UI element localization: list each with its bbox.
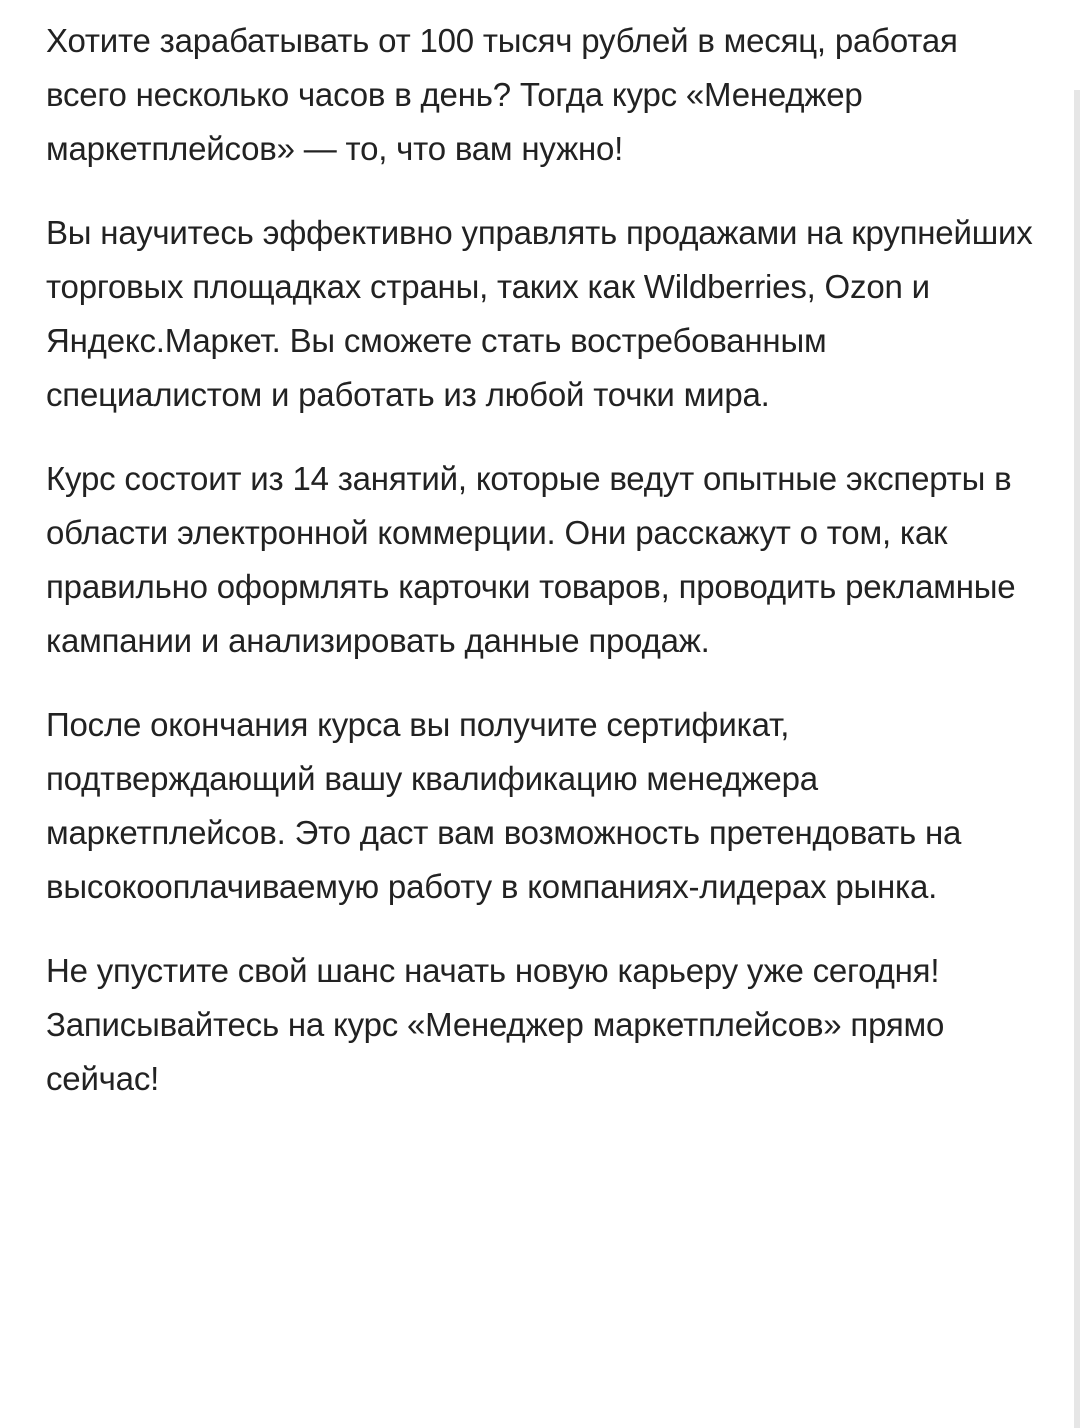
scrollbar[interactable]: [1074, 90, 1080, 1428]
paragraph-intro: Хотите зарабатывать от 100 тысяч рублей в месяц, работая всего несколько часов в день? Тогда курс «Менеджер маркетплейсов» — то, что вам нужно!: [46, 22, 958, 167]
paragraph-certificate: После окончания курса вы получите сертификат, подтверждающий вашу квалификацию менеджера маркетплейсов. Это даст вам возможность претендовать на высокооплачиваемую работу в компаниях-лидерах рынка.: [46, 706, 962, 905]
article-body: [46, 14, 1046, 1106]
paragraph-call-to-action: Не упустите свой шанс начать новую карьеру уже сегодня! Записывайтесь на курс «Менеджер маркетплейсов» прямо сейчас!: [46, 952, 945, 1097]
paragraph-course-structure: Курс состоит из 14 занятий, которые ведут опытные эксперты в области электронной коммерции. Они расскажут о том, как правильно оформлять карточки товаров, проводить рекламные кампании и анализировать данные продаж.: [46, 460, 1016, 659]
paragraph-skills: Вы научитесь эффективно управлять продажами на крупнейших торговых площадках страны, таких как Wildberries, Ozon и Яндекс.Маркет. Вы сможете стать востребованным специалистом и работать из любой точки мира.: [46, 214, 1033, 413]
